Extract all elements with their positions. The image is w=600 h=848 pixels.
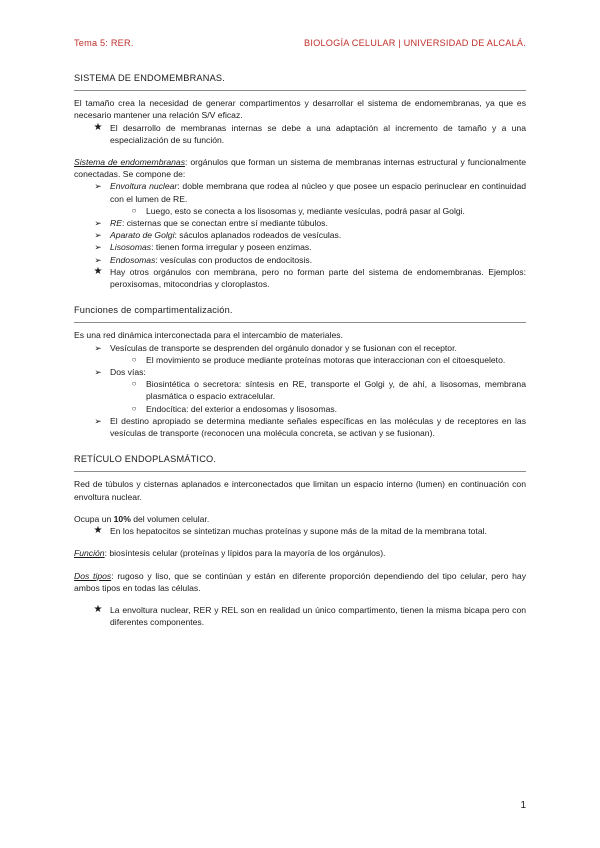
list-item: ★ La envoltura nuclear, RER y REL son en realidad un único compartimento, tienen la misma bicapa pero con diferentes componentes. xyxy=(74,604,526,628)
paragraph: El tamaño crea la necesidad de generar compartimentos y desarrollar el sistema de endomembranas, ya que es necesario mantener una relación S/V eficaz. xyxy=(74,98,526,121)
term: Función xyxy=(74,548,105,559)
section-title-funciones: Funciones de compartimentalización. xyxy=(74,305,233,316)
divider xyxy=(74,322,526,323)
star-bullet-icon: ★ xyxy=(93,525,103,537)
header-topic: Tema 5: RER. xyxy=(74,38,134,48)
arrow-bullet-icon: ➢ xyxy=(94,415,102,426)
list-item: ➢ Endosomas: vesículas con productos de endocitosis. xyxy=(74,254,526,266)
list-item: ➢ Vesículas de transporte se desprenden del orgánulo donador y se fusionan con el receptor. xyxy=(74,342,526,354)
paragraph: Dos tipos: rugoso y liso, que se continúan y están en diferente proporción dependiendo del tipo celular, pero hay ambos tipos en todas las células. xyxy=(74,570,526,593)
star-bullet-icon: ★ xyxy=(93,603,103,615)
star-bullet-icon: ★ xyxy=(93,121,103,133)
arrow-bullet-icon: ➢ xyxy=(94,367,102,378)
paragraph: Sistema de endomembranas: orgánulos que forman un sistema de membranas internas estructural y funcionalmente conectadas. Se compone de: xyxy=(74,157,527,180)
list-item: ○ Endocítica: del exterior a endosomas y lisosomas. xyxy=(74,403,526,415)
term: Dos tipos xyxy=(74,570,112,581)
divider xyxy=(74,90,526,91)
list-item: ★ Hay otros orgánulos con membrana, pero no forman parte del sistema de endomembranas. Ejemplos: peroxisomas, mitocondrias y cloroplastos. xyxy=(74,266,526,290)
document-body xyxy=(74,72,526,628)
list-item: ○ Luego, esto se conecta a los lisosomas y, mediante vesículas, podrá pasar al Golgi. xyxy=(74,205,526,217)
list-item: ➢ Aparato de Golgi: sáculos aplanados rodeados de vesículas. xyxy=(74,229,526,241)
list-item: ➢ El destino apropiado se determina mediante señales específicas en las moléculas y de receptores en las vesículas de transporte (reconocen una molécula concreta, se activan y se fusionan). xyxy=(74,415,526,439)
list-item: ➢ Dos vías: xyxy=(74,366,526,378)
section-title-reticulo: RETÍCULO ENDOPLASMÁTICO. xyxy=(74,454,217,465)
paragraph: Ocupa un 10% del volumen celular. xyxy=(74,513,210,524)
circle-bullet-icon: ○ xyxy=(131,354,137,364)
arrow-bullet-icon: ➢ xyxy=(94,230,102,241)
arrow-bullet-icon: ➢ xyxy=(94,181,102,192)
arrow-bullet-icon: ➢ xyxy=(94,242,102,253)
list-item: ★ En los hepatocitos se sintetizan muchas proteínas y supone más de la mitad de la membrana total. xyxy=(74,525,526,537)
paragraph: Red de túbulos y cisternas aplanados e interconectados que limitan un espacio interno (lumen) en continuación con envoltura nuclear. xyxy=(74,479,526,502)
section-title-endomembranas: SISTEMA DE ENDOMEMBRANAS. xyxy=(74,73,226,83)
star-bullet-icon: ★ xyxy=(93,265,103,277)
list-item: ○ El movimiento se produce mediante proteínas motoras que interaccionan con el citoesqueleto. xyxy=(74,354,526,366)
paragraph: Función: biosíntesis celular (proteínas y lípidos para la mayoría de los orgánulos). xyxy=(74,548,386,559)
header-course: BIOLOGÍA CELULAR | UNIVERSIDAD DE ALCALÁ. xyxy=(304,38,526,48)
circle-bullet-icon: ○ xyxy=(131,205,137,215)
page-number: 1 xyxy=(520,800,526,811)
term: Sistema de endomembranas xyxy=(74,157,185,168)
list-item: ➢ Envoltura nuclear: doble membrana que rodea al núcleo y que posee un espacio perinuclear en continuidad con el lumen de RE. xyxy=(74,180,526,204)
list-item: ➢ Lisosomas: tienen forma irregular y poseen enzimas. xyxy=(74,241,526,253)
divider xyxy=(74,471,526,472)
circle-bullet-icon: ○ xyxy=(131,379,137,389)
list-item: ★ El desarrollo de membranas internas se debe a una adaptación al incremento de tamaño y a una especialización de su función. xyxy=(74,122,526,146)
list-item: ➢ RE: cisternas que se conectan entre sí mediante túbulos. xyxy=(74,217,526,229)
circle-bullet-icon: ○ xyxy=(131,403,137,413)
arrow-bullet-icon: ➢ xyxy=(94,254,102,265)
arrow-bullet-icon: ➢ xyxy=(94,218,102,229)
list-item: ○ Biosintética o secretora: síntesis en RE, transporte el Golgi y, de ahí, a lisosomas, membrana plasmática o espacio extracelular. xyxy=(74,378,526,402)
paragraph: Es una red dinámica interconectada para el intercambio de materiales. xyxy=(74,330,343,341)
arrow-bullet-icon: ➢ xyxy=(94,342,102,353)
